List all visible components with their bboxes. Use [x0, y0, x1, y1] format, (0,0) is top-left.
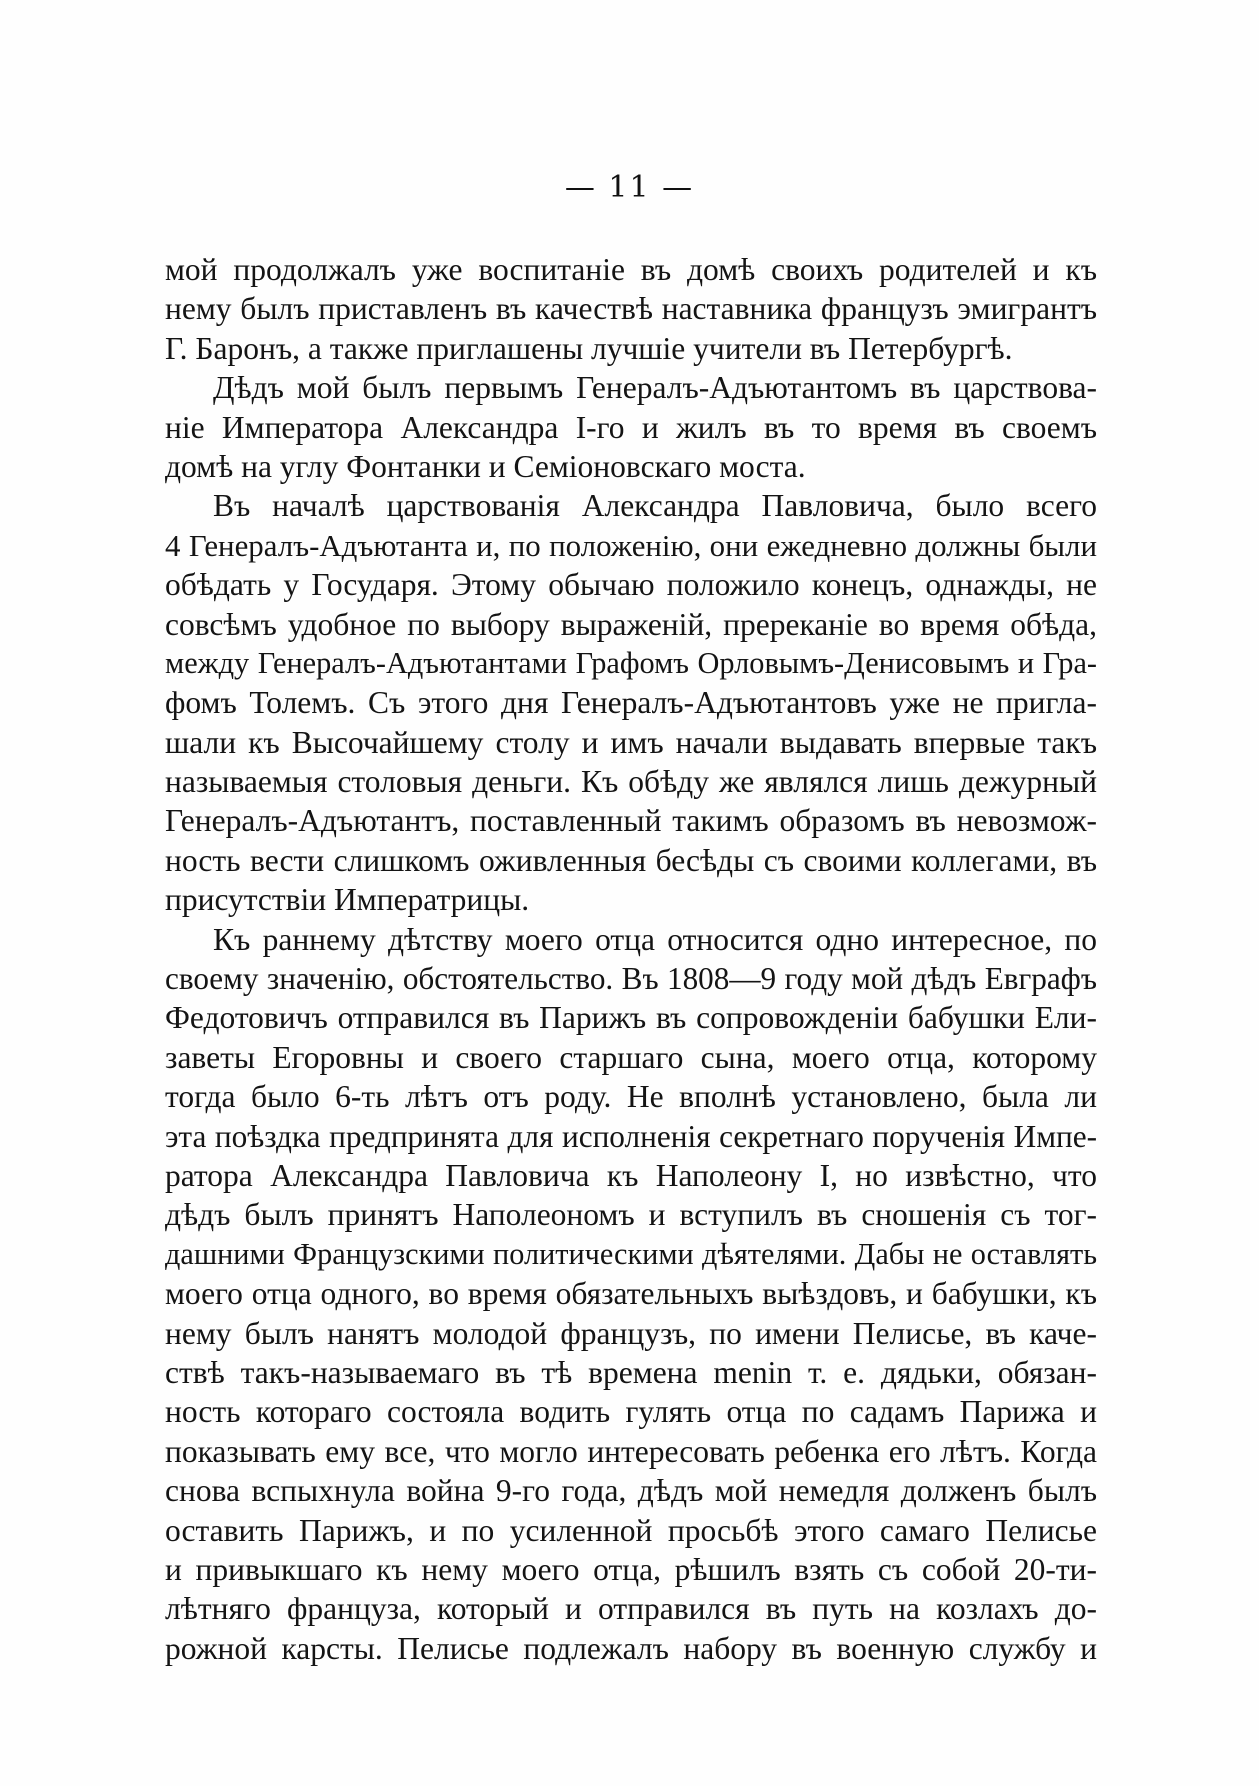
text-line: Дѣдъ мой былъ первымъ Генералъ-Адъютантомъ въ царствова-	[213, 370, 1097, 406]
text-line: ность котораго состояла водить гулять отца по садамъ Парижа и	[165, 1394, 1097, 1430]
text-line: нему былъ приставленъ въ качествѣ наставника французъ эмигрантъ	[165, 291, 1097, 327]
text-line: нему былъ нанятъ молодой французъ, по имени Пелисье, въ каче-	[165, 1315, 1097, 1351]
text-line: моего отца одного, во время обязательныхъ выѣздовъ, и бабушки, къ	[165, 1276, 1097, 1312]
text-line: снова вспыхнула война 9-го года, дѣдъ мой немедля долженъ былъ	[165, 1473, 1097, 1509]
text-line: и привыкшаго къ нему моего отца, рѣшилъ взять съ собой 20-ти-	[165, 1551, 1097, 1587]
text-line: своему значенію, обстоятельство. Въ 1808—9 году мой дѣдъ Евграфъ	[165, 961, 1097, 997]
text-line: обѣдать у Государя. Этому обычаю положило конецъ, однажды, не	[165, 567, 1097, 603]
text-line: дашними Французскими политическими дѣятелями. Дабы не оставлять	[165, 1236, 1097, 1271]
text-line: ніе Императора Александра I-го и жилъ въ то время въ своемъ	[165, 409, 1097, 445]
text-line: эта поѣздка предпринята для исполненія секретнаго порученія Импе-	[165, 1118, 1097, 1154]
body-text	[165, 250, 1097, 1668]
text-line: называемыя столовыя деньги. Къ обѣду же являлся лишь дежурный	[165, 764, 1097, 800]
text-line: ствѣ такъ-называемаго въ тѣ времена menin т. е. дядьки, обязан-	[165, 1354, 1097, 1390]
text-line: Федотовичъ отправился въ Парижъ въ сопровожденіи бабушки Ели-	[165, 1000, 1097, 1036]
text-line: тогда было 6-ть лѣтъ отъ роду. Не вполнѣ установлено, была ли	[165, 1079, 1097, 1115]
text-line: домѣ на углу Фонтанки и Семіоновскаго моста.	[165, 448, 806, 484]
text-line: между Генералъ-Адъютантами Графомъ Орловымъ-Денисовымъ и Гра-	[165, 645, 1097, 680]
text-line: Г. Баронъ, а также приглашены лучшіе учители въ Петербургѣ.	[165, 330, 1013, 366]
text-line: Въ началѣ царствованія Александра Павловича, было всего	[213, 488, 1097, 524]
text-line: совсѣмъ удобное по выбору выраженій, пререканіе во время обѣда,	[165, 606, 1097, 642]
text-line: Генералъ-Адъютантъ, поставленный такимъ образомъ въ невозмож-	[165, 803, 1097, 839]
text-line: мой продолжалъ уже воспитаніе въ домѣ своихъ родителей и къ	[165, 252, 1097, 287]
text-line: показывать ему все, что могло интересовать ребенка его лѣтъ. Когда	[165, 1433, 1097, 1469]
text-line: дѣдъ былъ принятъ Наполеономъ и вступилъ въ сношенія съ тог-	[165, 1197, 1097, 1233]
text-line: фомъ Толемъ. Съ этого дня Генералъ-Адъютантовъ уже не пригла-	[165, 685, 1097, 721]
page-number: — 11 —	[564, 170, 695, 205]
text-line: Къ раннему дѣтству моего отца относится одно интересное, по	[213, 921, 1097, 957]
text-line: лѣтняго француза, который и отправился въ путь на козлахъ до-	[165, 1591, 1097, 1627]
text-line: рожной карсты. Пелисье подлежалъ набору въ военную службу и	[165, 1630, 1097, 1666]
text-line: ратора Александра Павловича къ Наполеону I, но извѣстно, что	[165, 1157, 1097, 1193]
text-line: оставить Парижъ, и по усиленной просьбѣ этого самаго Пелисье	[165, 1512, 1097, 1548]
text-line: 4 Генералъ-Адъютанта и, по положенію, они ежедневно должны были	[165, 527, 1097, 563]
text-line: заветы Егоровны и своего старшаго сына, моего отца, которому	[165, 1039, 1097, 1075]
text-line: шали къ Высочайшему столу и имъ начали выдавать впервые такъ	[165, 724, 1097, 760]
text-line: присутствіи Императрицы.	[165, 882, 530, 918]
text-line: ность вести слишкомъ оживленныя бесѣды съ своими коллегами, въ	[165, 842, 1097, 878]
